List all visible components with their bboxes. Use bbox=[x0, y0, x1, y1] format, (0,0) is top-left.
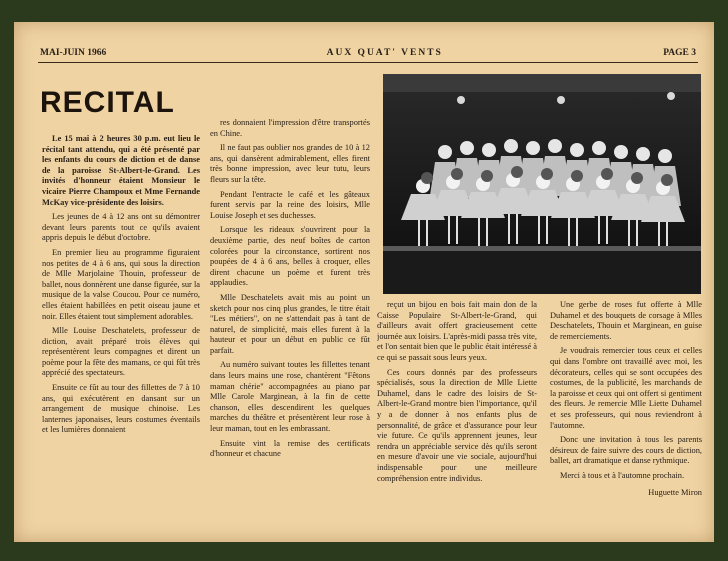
paragraph: Mlle Louise Deschatelets, professeur de diction, avait préparé trois élèves qui représentèrent leurs compagnes et dirent un poème pour la fête des mamans, ce qui fût très apprécié des spectateurs. bbox=[42, 326, 200, 378]
paragraph: Merci à tous et à l'automne prochain. bbox=[560, 470, 685, 480]
paragraph: Il ne faut pas oublier nos grandes de 10 à 12 ans, qui dansèrent admirablement, elles firent très bonne impression, avec leur tutu, leurs fleurs sur la tête. bbox=[210, 143, 370, 184]
paragraph: Pendant l'entracte le café et les gâteaux furent servis par la reine des loisirs, Mlle Louise Joseph et ses duchesses. bbox=[210, 189, 370, 220]
paragraph: En premier lieu au programme figuraient nos petites de 4 à 6 ans, qui sous la direction de Mlle Marjolaine Thouin, professeur de ballet, nous donnèrent une danse figurée, sur la musique de la valse Coucou. Pour ce numéro, elles étaient habillées en petit oiseau jaune et noir. Elles étaient tout simplement adorables. bbox=[42, 247, 200, 321]
paragraph: res donnaient l'impression d'être transportés en Chine. bbox=[210, 118, 370, 138]
group-photo-icon bbox=[383, 74, 701, 294]
paragraph: Une gerbe de roses fut offerte à Mlle Duhamel et des bouquets de corsage à Mlles Deschatelets, Thouin et Marginean, en guise de remerciements. bbox=[550, 300, 702, 341]
newspaper-clipping bbox=[14, 22, 714, 542]
paragraph: Ensuite vint la remise des certificats d'honneur et chacune bbox=[210, 438, 370, 459]
paragraph: Ces cours donnés par des professeurs spécialisés, sous la direction de Mlle Liette Duhamel, dans le cadre des loisirs de St-Albert-le-Grand montre bien l'importance, qu'il y a de donner à nos enfants plus de personnalité, de grâce et d'assurance pour leur vie future. Ce qu'ils apprennent jeunes, leur rendra un appréciable service dès qu'ils seront en mesure d'avoir une vie sociale, aujourd'hui indispensable pour une meilleure compréhension entre individus. bbox=[377, 367, 537, 483]
article-column-3 bbox=[377, 300, 537, 539]
page-number: PAGE 3 bbox=[663, 48, 696, 58]
paragraph: Lorsque les rideaux s'ouvrirent pour la deuxième partie, des neuf boîtes de carton colorées pour la circonstance, sortirent nos poupées de 4 à 6 ans, belles à croquer, elles dirent chacune un poème et furent très applaudies. bbox=[210, 225, 370, 288]
article-column-1 bbox=[42, 134, 200, 539]
article-title: RECITAL bbox=[40, 86, 175, 119]
paragraph: Je voudrais remercier tous ceux et celles qui dans l'ombre ont travaillé avec moi, les décorateurs, celles qui se sont occupées des costumes, de la publicité, les marchands de la paroisse et ceux qui ont offert si gentiment des fleurs. Je remercie Mlle Liette Duhamel et ses professeurs, qui nous reviendront à l'automne. bbox=[550, 346, 702, 430]
publication-name: AUX QUAT' VENTS bbox=[326, 48, 443, 58]
paragraph: Au numéro suivant toutes les fillettes tenant dans leurs mains une rose, chantèrent "Fêtons maman chérie" accompagnées au piano par Mlle Carole Marginean, à la fin de cette chanson, elles descendirent les quelques marches du théâtre et présentèrent leur rose à leur maman, tout en les embrassant. bbox=[210, 360, 370, 434]
paragraph: Le 15 mai à 2 heures 30 p.m. eut lieu le récital tant attendu, qui a été présenté par les enfants du cours de diction et de danse de la paroisse St-Albert-le-Grand. Les invités d'honneur étaient Monsieur le vicaire Pierre Champoux et Mme Fernande McKay vice-présidente des loisirs. bbox=[42, 134, 200, 207]
paragraph: Donc une invitation à tous les parents désireux de faire suivre des cours de diction, ballet, art dramatique et danse rythmique. bbox=[550, 435, 702, 466]
header-rule bbox=[38, 62, 698, 63]
article-column-4 bbox=[550, 300, 702, 539]
paragraph: Les jeunes de 4 à 12 ans ont su démontrer devant leurs parents tout ce qu'ils avaient appris depuis le début d'octobre. bbox=[42, 212, 200, 243]
issue-date: MAI-JUIN 1966 bbox=[40, 48, 107, 58]
paragraph: Mlle Deschatelets avait mis au point un sketch pour nos cinq plus grandes, le titre était "Les métiers", on ne s'attendait pas à tant de naturel, de simplicité, mais elles furent à la hauteur et pour un début en public ce fût parfait. bbox=[210, 292, 370, 355]
page-header bbox=[40, 46, 696, 60]
author-signature: Huguette Miron bbox=[648, 487, 702, 497]
paragraph: Ensuite ce fût au tour des fillettes de 7 à 10 ans, qui exécutèrent en dansant sur un arrangement de musique chinoise. Les lanternes japonaises, leurs costumes éventails et les lumières donnaient bbox=[42, 383, 200, 435]
paragraph: reçut un bijou en bois fait main don de la Caisse Populaire St-Albert-le-Grand, qui d'ailleurs avait offert gracieusement cette journée aux loisirs. L'après-midi passa très vite, et l'on sentait bien que le public était intéressé à ce qui se passait sous leurs yeux. bbox=[377, 300, 537, 362]
article-column-2 bbox=[210, 118, 370, 539]
recital-photo bbox=[383, 74, 701, 294]
